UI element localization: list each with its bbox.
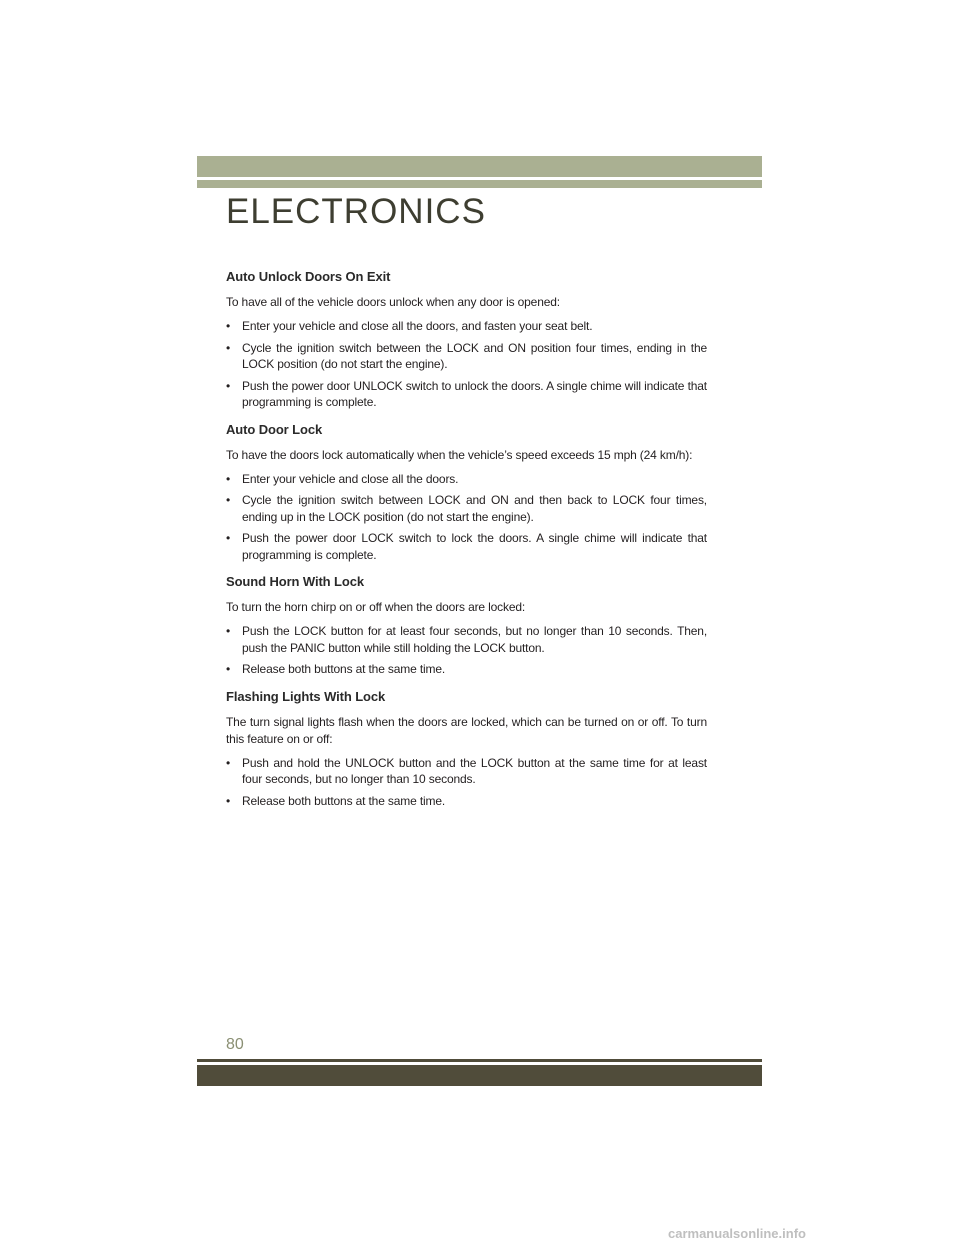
header-band	[197, 156, 762, 177]
section-intro: To have the doors lock automatically when the vehicle’s speed exceeds 15 mph (24 km/h):	[226, 447, 693, 462]
list-item: • Enter your vehicle and close all the doors, and fasten your seat belt.	[226, 319, 593, 333]
bullet-icon: •	[226, 755, 231, 770]
bullet-list	[226, 471, 707, 564]
page-number: 80	[226, 1036, 244, 1053]
list-item: • Cycle the ignition switch between the LOCK and ON position four times, ending in the LOCK position (do not start the engine).	[226, 340, 707, 371]
section-heading: Auto Unlock Doors On Exit	[226, 269, 391, 284]
footer-rule	[197, 1059, 762, 1062]
bullet-icon: •	[226, 319, 231, 333]
list-item: • Release both buttons at the same time.	[226, 662, 446, 676]
bullet-icon: •	[226, 471, 231, 486]
bullet-icon: •	[226, 793, 231, 808]
bullet-icon: •	[226, 340, 231, 355]
bullet-list	[226, 755, 707, 810]
section-heading: Auto Door Lock	[226, 421, 323, 437]
section-auto-door-lock	[226, 421, 707, 564]
bullet-icon: •	[226, 378, 231, 393]
bullet-icon: •	[226, 662, 231, 676]
section-heading: Flashing Lights With Lock	[226, 688, 386, 704]
bullet-icon: •	[226, 624, 231, 638]
footer-band	[197, 1065, 762, 1086]
list-item: • Cycle the ignition switch between LOCK and ON and then back to LOCK four times, ending up in the LOCK position (do not start the engine).	[226, 493, 707, 524]
watermark-text: carmanualsonline.info	[668, 1226, 806, 1241]
list-item: • Push the LOCK button for at least four seconds, but no longer than 10 seconds. Then, push the PANIC button while still holding the LOCK button.	[226, 624, 707, 655]
bullet-list	[226, 318, 707, 411]
chapter-title: ELECTRONICS	[226, 192, 486, 231]
list-item: • Push the power door LOCK switch to lock the doors. A single chime will indicate that programming is complete.	[226, 531, 707, 562]
page-content	[226, 268, 707, 819]
section-flashing-lights	[226, 688, 707, 810]
list-item: • Push the power door UNLOCK switch to unlock the doors. A single chime will indicate that programming is complete.	[226, 378, 707, 409]
section-sound-horn	[226, 573, 707, 678]
section-intro: To turn the horn chirp on or off when the doors are locked:	[226, 600, 526, 614]
list-item: • Release both buttons at the same time.	[226, 793, 446, 808]
section-intro: The turn signal lights flash when the doors are locked, which can be turned on or off. To turn this feature on or off:	[226, 714, 707, 746]
header-rule	[197, 180, 762, 188]
list-item: • Push and hold the UNLOCK button and the LOCK button at the same time for at least four seconds, but no longer than 10 seconds.	[226, 755, 707, 786]
bullet-icon: •	[226, 493, 231, 507]
section-heading: Sound Horn With Lock	[226, 574, 364, 589]
bullet-list	[226, 623, 707, 678]
section-intro: To have all of the vehicle doors unlock when any door is opened:	[226, 295, 560, 309]
bullet-icon: •	[226, 531, 231, 545]
section-auto-unlock	[226, 268, 707, 411]
list-item: • Enter your vehicle and close all the doors.	[226, 471, 459, 486]
